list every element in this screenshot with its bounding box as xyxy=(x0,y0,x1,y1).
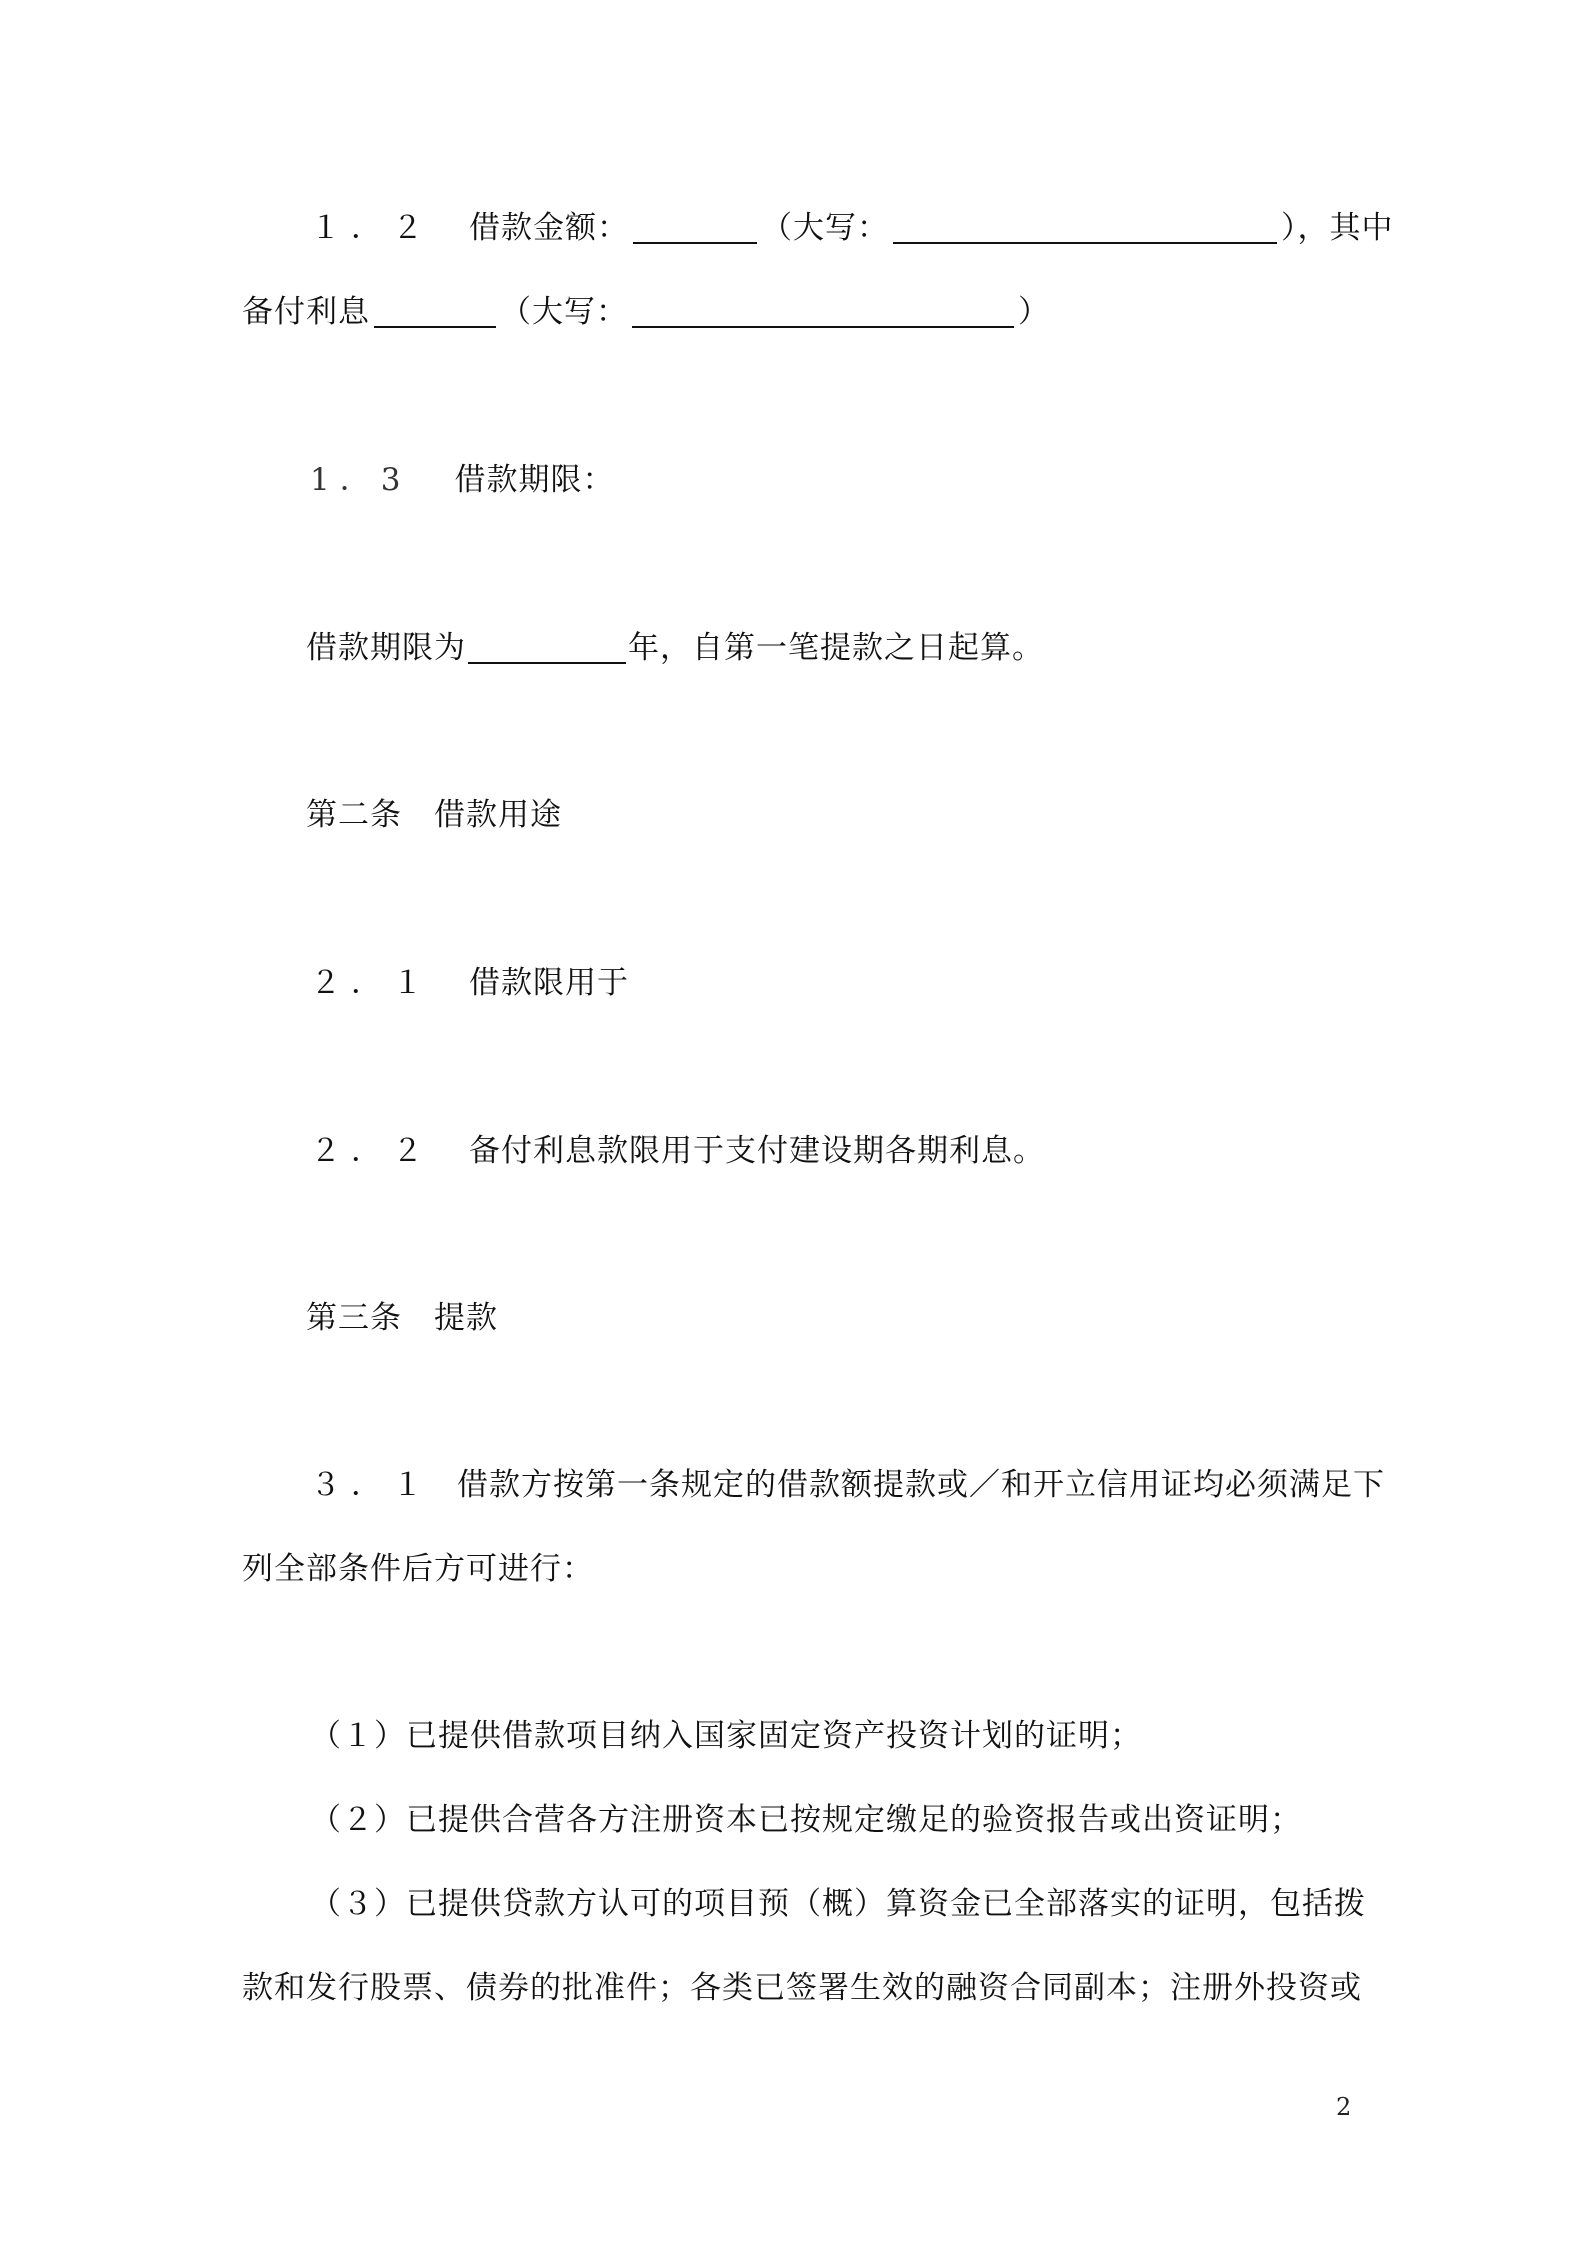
clause-tail: ），其中 xyxy=(1281,210,1394,246)
clause-2-2 xyxy=(310,1129,1045,1173)
clause-text: 借款方按第一条规定的借款额提款或／和开立信用证均必须满足下 xyxy=(457,1467,1385,1503)
condition-item xyxy=(310,1798,1302,1842)
condition-text: （３）已提供贷款方认可的项目预（概）算资金已全部落实的证明，包括拨 xyxy=(310,1886,1366,1922)
clause-3-1-line-2 xyxy=(242,1547,594,1591)
term-line xyxy=(306,626,1044,670)
article-3-heading xyxy=(306,1296,498,1340)
article-title: 第三条 xyxy=(306,1300,402,1336)
daxie-label: （大写： xyxy=(500,294,628,330)
amount-daxie-blank xyxy=(893,212,1277,244)
clause-1-2-line-2 xyxy=(242,290,1050,334)
clause-label: 借款金额： xyxy=(469,210,629,246)
clause-1-3 xyxy=(310,458,614,502)
condition-text: 款和发行股票、债券的批准件；各类已签署生效的融资合同副本；注册外投资或 xyxy=(242,1970,1362,2006)
close-paren: ） xyxy=(1018,294,1050,330)
clause-1-2-line-1 xyxy=(310,206,1394,250)
daxie-label: （大写： xyxy=(761,210,889,246)
term-years-blank xyxy=(468,632,626,664)
clause-text: 备付利息款限用于支付建设期各期利息。 xyxy=(469,1133,1045,1169)
interest-label: 备付利息 xyxy=(242,294,370,330)
clause-text: 列全部条件后方可进行： xyxy=(242,1551,594,1587)
article-subtitle: 提款 xyxy=(434,1300,498,1336)
clause-number: ２．１ xyxy=(310,965,433,1001)
clause-3-1-line-1 xyxy=(310,1463,1385,1507)
clause-label: 借款期限： xyxy=(454,462,615,498)
clause-number: ２．２ xyxy=(310,1133,433,1169)
article-title: 第二条 xyxy=(306,797,402,833)
term-prefix: 借款期限为 xyxy=(306,630,466,666)
condition-item xyxy=(310,1714,1142,1758)
clause-number: ３．１ xyxy=(310,1467,433,1503)
amount-blank xyxy=(633,212,757,244)
clause-number: １．２ xyxy=(310,210,433,246)
article-subtitle: 借款用途 xyxy=(434,797,562,833)
condition-item-continued xyxy=(242,1966,1362,2010)
condition-item xyxy=(310,1882,1366,1926)
page-number: 2 xyxy=(1336,2093,1352,2121)
condition-text: （１）已提供借款项目纳入国家固定资产投资计划的证明； xyxy=(310,1718,1142,1754)
term-suffix: 年，自第一笔提款之日起算。 xyxy=(628,630,1044,666)
clause-number: 1．3 xyxy=(310,462,411,498)
clause-2-1 xyxy=(310,961,629,1005)
interest-daxie-blank xyxy=(632,296,1014,328)
condition-text: （２）已提供合营各方注册资本已按规定缴足的验资报告或出资证明； xyxy=(310,1802,1302,1838)
article-2-heading xyxy=(306,793,562,837)
interest-blank xyxy=(374,296,496,328)
clause-text: 借款限用于 xyxy=(469,965,629,1001)
